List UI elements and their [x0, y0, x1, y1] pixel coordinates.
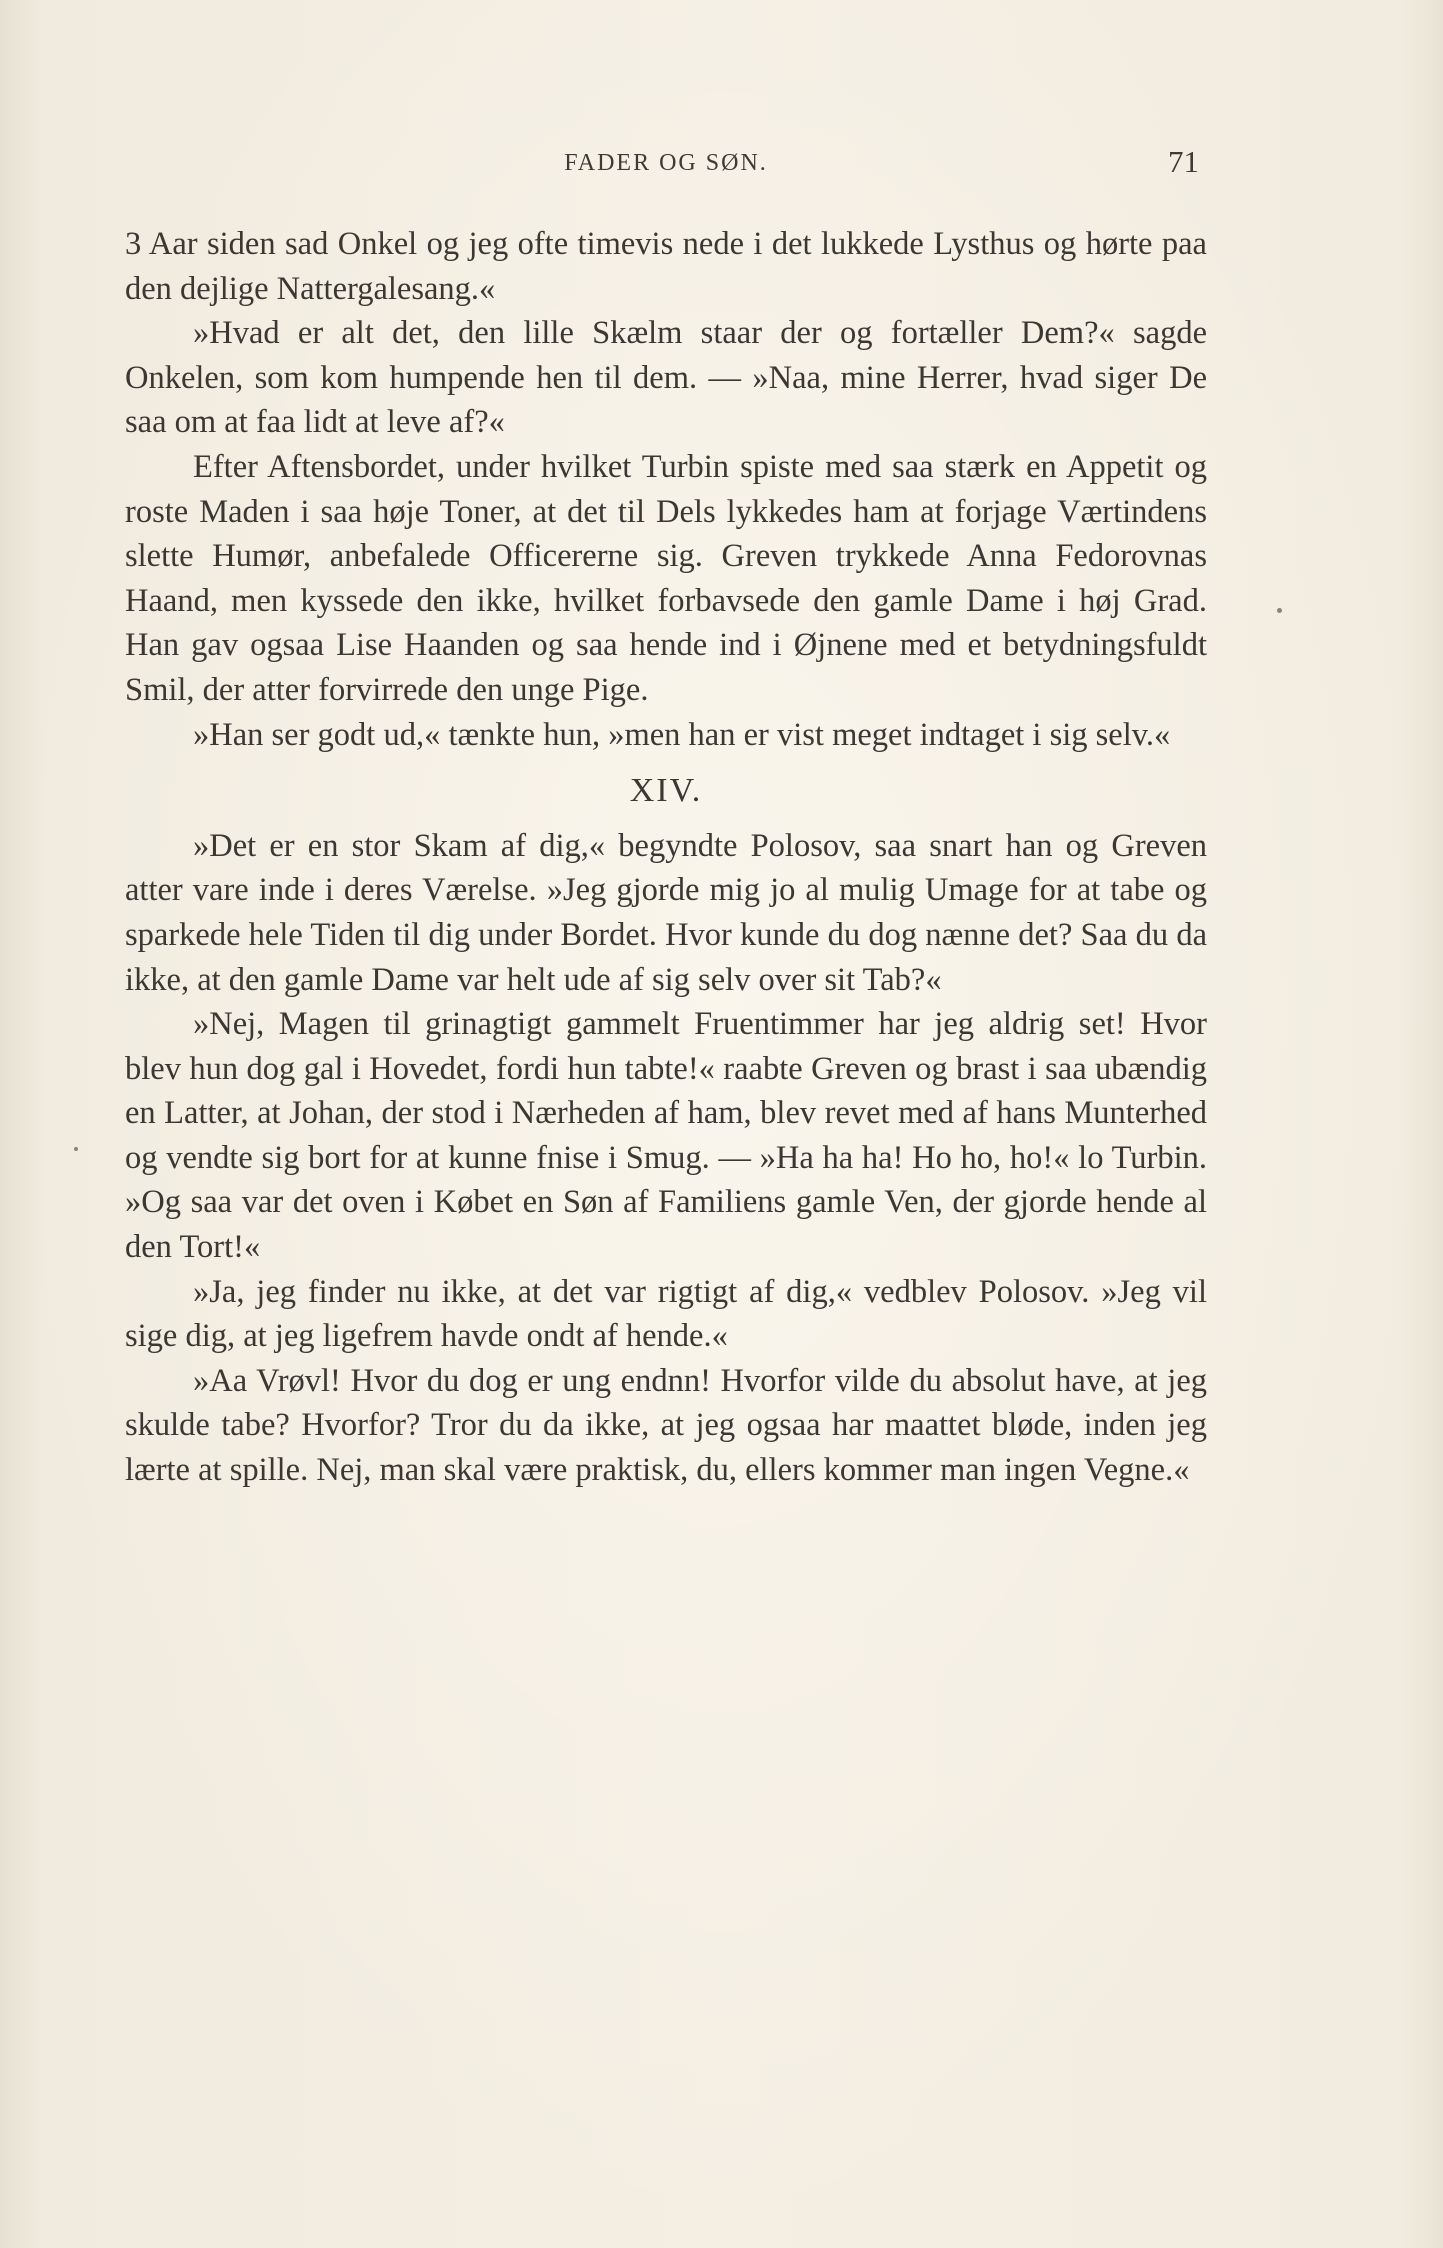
paragraph: »Nej, Magen til grinagtigt gammelt Fruentimmer har jeg aldrig set! Hvor blev hun dog gal i Hovedet, fordi hun tabte!« raabte Greven og brast i saa ubændig en Latter, at Johan, der stod i Nærheden af ham, blev revet med af hans Munterhed og vendte sig bort for at kunne fnise i Smug. — »Ha ha ha! Ho ho, ho!« lo Turbin. »Og saa var det oven i Købet en Søn af Familiens gamle Ven, der gjorde hende al den Tort!«	[125, 1006, 1207, 1266]
paragraph: 3 Aar siden sad Onkel og jeg ofte timevis nede i det lukkede Lysthus og hørte paa den dejlige Nattergalesang.«	[125, 226, 1207, 307]
page-number: 71	[1168, 144, 1199, 179]
paragraph: »Det er en stor Skam af dig,« begyndte Polosov, saa snart han og Greven atter vare inde i deres Værelse. »Jeg gjorde mig jo al mulig Umage for at tabe og sparkede hele Tiden til dig under Bordet. Hvor kunde du dog nænne det? Saa du da ikke, at den gamle Dame var helt ude af sig selv over sit Tab?«	[125, 827, 1207, 998]
paragraph: »Han ser godt ud,« tænkte hun, »men han er vist meget indtaget i sig selv.«	[193, 716, 1171, 753]
paper-speck	[74, 1147, 78, 1151]
paragraph: Efter Aftensbordet, under hvilket Turbin spiste med saa stærk en Appetit og roste Maden i saa høje Toner, at det til Dels lykkedes ham at forjage Værtindens slette Humør, anbefalede Officererne sig. Greven trykkede Anna Fedorovnas Haand, men kyssede den ikke, hvilket forbavsede den gamle Dame i høj Grad. Han gav ogsaa Lise Haanden og saa hende ind i Øjnene med et betydningsfuldt Smil, der atter forvirrede den unge Pige.	[125, 448, 1207, 708]
paper-speck	[1277, 608, 1282, 613]
chapter-heading: XIV.	[629, 772, 703, 810]
page-body	[125, 222, 1207, 1493]
paragraph: »Aa Vrøvl! Hvor du dog er ung endnn! Hvorfor vilde du absolut have, at jeg skulde tabe? Hvorfor? Tror du da ikke, at jeg ogsaa har maattet bløde, inden jeg lærte at spille. Nej, man skal være praktisk, du, ellers kommer man ingen Vegne.«	[125, 1362, 1207, 1489]
paragraph: »Ja, jeg finder nu ikke, at det var rigtigt af dig,« vedblev Polosov. »Jeg vil sige dig, at jeg ligefrem havde ondt af hende.«	[125, 1273, 1207, 1355]
paragraph: »Hvad er alt det, den lille Skælm staar der og fortæller Dem?« sagde Onkelen, som kom humpende hen til dem. — »Naa, mine Herrer, hvad siger De saa om at faa lidt at leve af?«	[125, 315, 1207, 441]
page-header	[125, 144, 1207, 190]
running-head: FADER OG SØN.	[564, 150, 768, 176]
